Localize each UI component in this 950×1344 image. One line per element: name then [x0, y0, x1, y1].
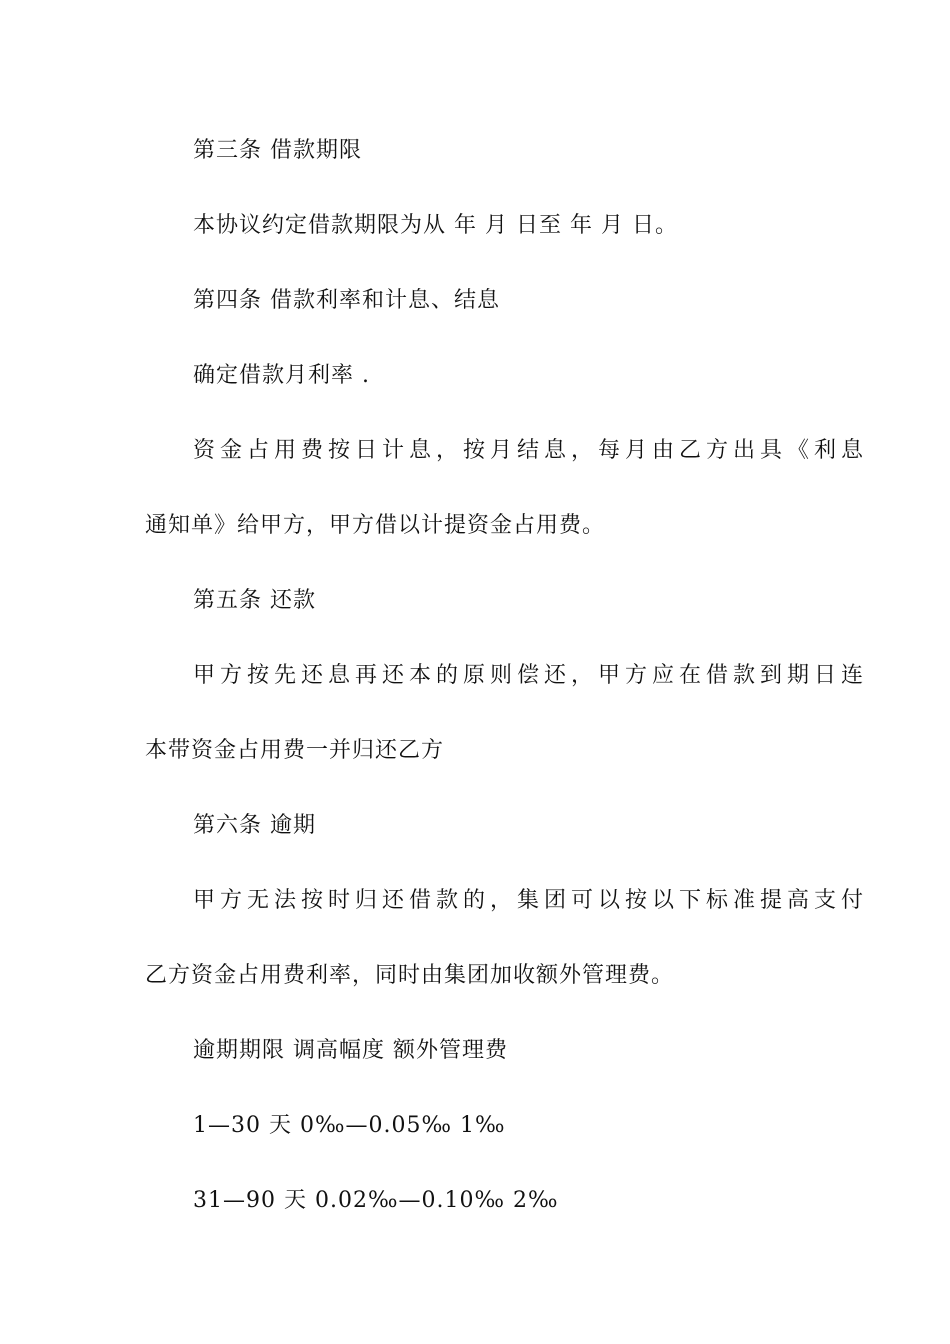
monthly-rate-text: 确定借款月利率 .	[193, 363, 370, 388]
interest-paragraph-line-2: 通知单》给甲方，甲方借以计提资金占用费。	[145, 513, 606, 538]
article-4-heading: 第四条 借款利率和计息、结息	[193, 288, 500, 313]
loan-term-text: 本协议约定借款期限为从 年 月 日至 年 月 日。	[193, 213, 678, 238]
article-3-heading: 第三条 借款期限	[193, 138, 362, 163]
article-5-heading: 第五条 还款	[193, 588, 316, 613]
overdue-table-header: 逾期期限 调高幅度 额外管理费	[193, 1038, 508, 1063]
article-6-heading: 第六条 逾期	[193, 813, 316, 838]
interest-paragraph-line-1: 资金占用费按日计息，按月结息，每月由乙方出具《利息	[193, 438, 869, 463]
repayment-paragraph-line-2: 本带资金占用费一并归还乙方	[145, 738, 445, 763]
overdue-paragraph-line-2: 乙方资金占用费利率，同时由集团加收额外管理费。	[145, 963, 675, 988]
overdue-table-row-2: 31—90 天 0.02‰—0.10‰ 2‰	[193, 1188, 559, 1213]
overdue-paragraph-line-1: 甲方无法按时归还借款的，集团可以按以下标准提高支付	[193, 888, 869, 913]
overdue-table-row-1: 1—30 天 0‰—0.05‰ 1‰	[193, 1113, 506, 1138]
repayment-paragraph-line-1: 甲方按先还息再还本的原则偿还，甲方应在借款到期日连	[193, 663, 869, 688]
